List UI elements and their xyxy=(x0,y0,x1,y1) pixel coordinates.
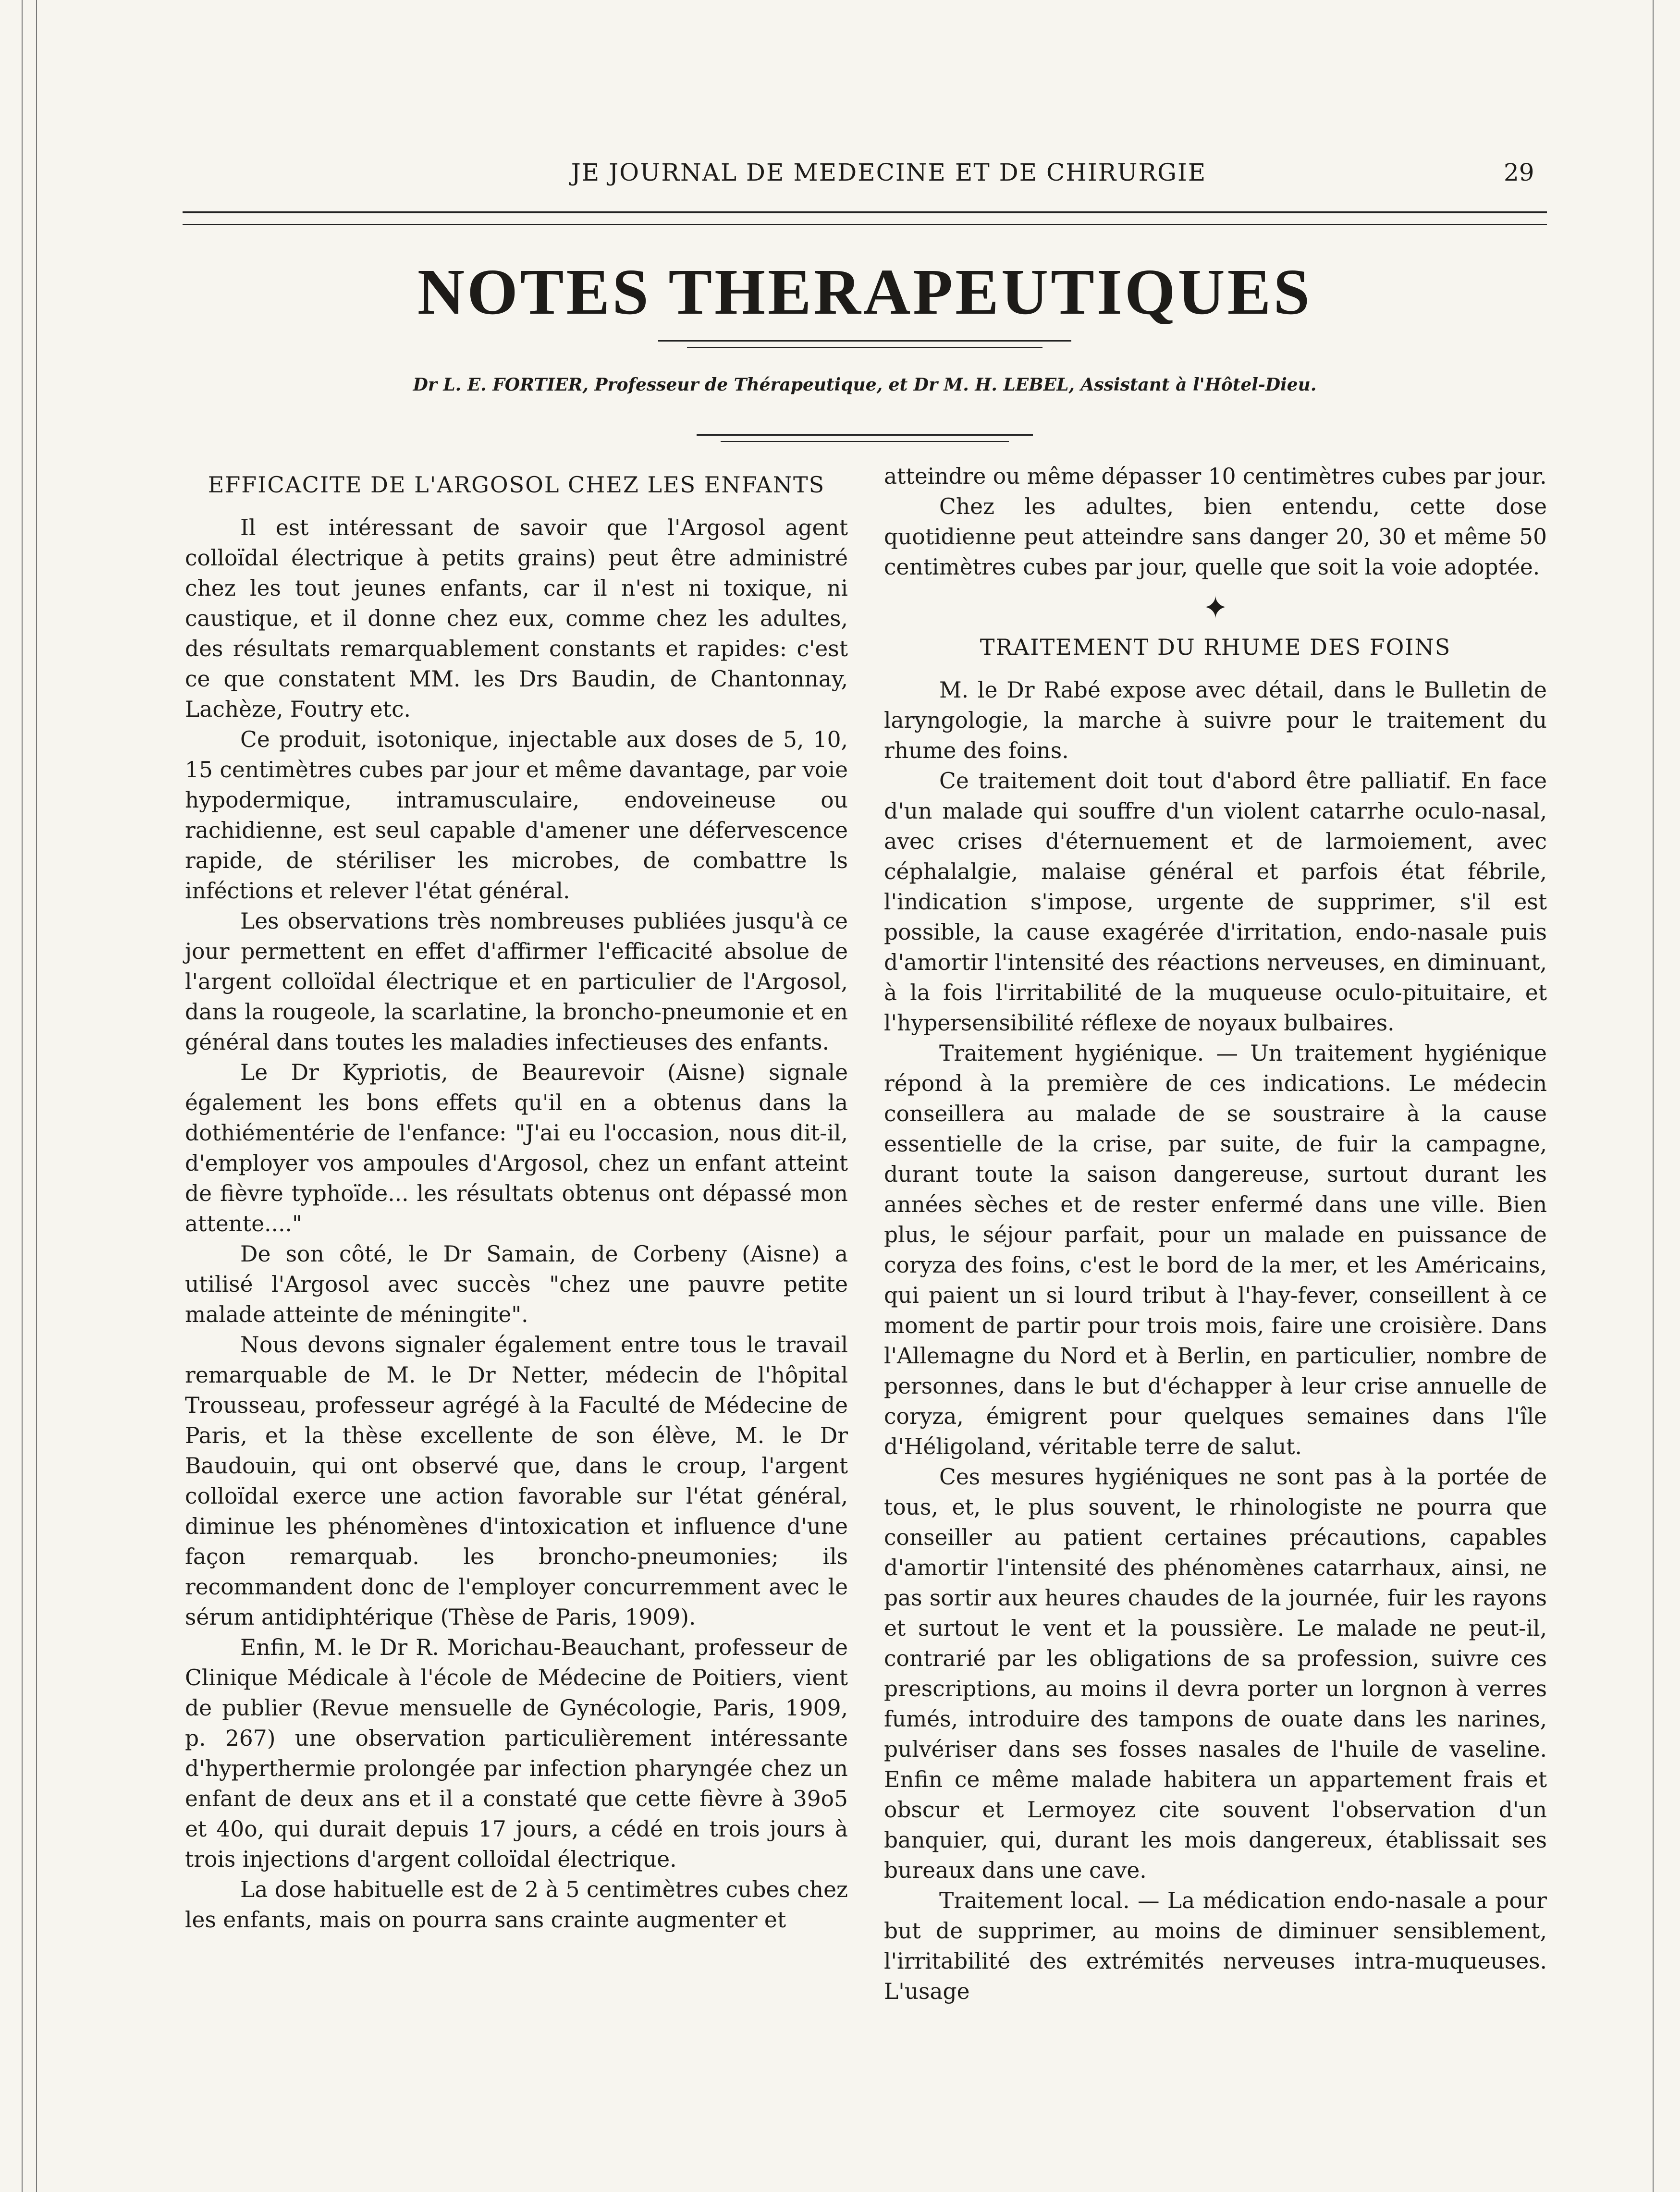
scan-edge-line xyxy=(1653,0,1654,2192)
paragraph: Ces mesures hygiéniques ne sont pas à la portée de tous, et, le plus souvent, le rhinologiste ne pourra que conseiller au patient certaines précautions, capables d'amortir l'intensité des phénomènes catarrhaux, ainsi, ne pas sortir aux heures chaudes de la journée, fuir les rayons et surtout le vent et la poussière. Le malade ne peut-il, contrarié par les obligations de sa profession, suivre ces prescriptions, au moins il devra porter un lorgnon à verres fumés, introduire des tampons de ouate dans les narines, pulvériser dans ses fosses nasales de l'huile de vaseline. Enfin ce même malade habitera un appartement frais et obscur et Lermoyez cite souvent l'observation d'un banquier, qui, durant les mois dangereux, établissait ses bureaux dans une cave. xyxy=(884,1464,1547,1883)
paragraph: Traitement local. — La médication endo-nasale a pour but de supprimer, au moins de diminuer sensiblement, l'irritabilité des extrémités nerveuses intra-muqueuses. L'usage xyxy=(884,1888,1547,2004)
paragraph: La dose habituelle est de 2 à 5 centimètres cubes chez les enfants, mais on pourra sans crainte augmenter et xyxy=(185,1877,848,1933)
section-heading: EFFICACITE DE L'ARGOSOL CHEZ LES ENFANTS xyxy=(208,472,825,498)
byline-rule xyxy=(697,434,1033,436)
header-rule xyxy=(183,211,1547,213)
paragraph: Il est intéressant de savoir que l'Argosol agent colloïdal électrique à petits grains) peut être administré chez les tout jeunes enfants, car il n'est ni toxique, ni caustique, et il donne chez eux, comme chez les adultes, des résultats remarquablement constants et rapides: c'est ce que constatent MM. les Drs Baudin, de Chantonnay, Lachèze, Foutry etc. xyxy=(185,515,848,722)
paragraph: Le Dr Kypriotis, de Beaurevoir (Aisne) signale également les bons effets qu'il en a obtenus dans la dothiémentérie de l'enfance: "J'ai eu l'occasion, nous dit-il, d'employer vos ampoules d'Argosol, chez un enfant atteint de fièvre typhoïde... les résultats obtenus ont dépassé mon attente...." xyxy=(185,1060,848,1237)
paragraph: Les observations très nombreuses publiées jusqu'à ce jour permettent en effet d'affirmer l'efficacité absolue de l'argent colloïdal électrique et en particulier de l'Argosol, dans la rougeole, la scarlatine, la broncho-pneumonie et en général dans toutes les maladies infectieuses des enfants. xyxy=(185,908,848,1055)
paragraph: M. le Dr Rabé expose avec détail, dans le Bulletin de laryngologie, la marche à suivre pour le traitement du rhume des foins. xyxy=(884,677,1547,763)
title-rule xyxy=(687,347,1042,348)
separator-star-icon: ✦ xyxy=(1202,590,1228,626)
left-column xyxy=(185,461,848,1935)
article-byline: Dr L. E. FORTIER, Professeur de Thérapeutique, et Dr M. H. LEBEL, Assistant à l'Hôtel-Dieu. xyxy=(413,375,1317,395)
scan-edge-line xyxy=(36,0,37,2192)
paragraph: Traitement hygiénique. — Un traitement hygiénique répond à la première de ces indications. Le médecin conseillera au malade de se soustraire à la cause essentielle de la crise, par suite, de fuir la campagne, durant toute la saison dangereuse, surtout durant les années sèches et de rester enfermé dans une ville. Bien plus, le séjour parfait, pour un malade en puissance de coryza des foins, c'est le bord de la mer, et les Américains, qui paient un si lourd tribut à l'hay-fever, conseillent à ce moment de partir pour trois mois, faire une croisière. Dans l'Allemagne du Nord et à Berlin, en particulier, nombre de personnes, dans le but d'échapper à leur crise annuelle de coryza, émigrent pour quelques semaines dans l'île d'Héligoland, véritable terre de salut. xyxy=(884,1041,1547,1459)
paragraph: Ce traitement doit tout d'abord être palliatif. En face d'un malade qui souffre d'un violent catarrhe oculo-nasal, avec crises d'éternuement et de larmoiement, avec céphalalgie, malaise général et parfois état fébrile, l'indication s'impose, urgente de supprimer, s'il est possible, la cause exagérée d'irritation, endo-nasale puis d'amortir l'intensité des réactions nerveuses, en diminuant, à la fois l'irritabilité de la muqueuse oculo-pituitaire, et l'hypersensibilité réflexe de noyaux bulbaires. xyxy=(884,768,1547,1036)
title-rule xyxy=(658,340,1071,342)
section-heading: TRAITEMENT DU RHUME DES FOINS xyxy=(980,634,1451,660)
running-header: JE JOURNAL DE MEDECINE ET DE CHIRURGIE xyxy=(571,159,1207,186)
header-rule xyxy=(183,224,1547,225)
right-column xyxy=(884,461,1547,2007)
page-number: 29 xyxy=(1504,159,1534,186)
paragraph: Nous devons signaler également entre tous le travail remarquable de M. le Dr Netter, médecin de l'hôpital Trousseau, professeur agrégé à la Faculté de Médecine de Paris, et la thèse excellente de son élève, M. le Dr Baudouin, qui ont observé que, dans le croup, l'argent colloïdal exerce une action favorable sur l'état général, diminue les phénomènes d'intoxication et influence d'une façon remarquab. les broncho-pneumonies; ils recommandent donc de l'employer concurremment avec le sérum antidiphtérique (Thèse de Paris, 1909). xyxy=(185,1332,848,1630)
paragraph: Enfin, M. le Dr R. Morichau-Beauchant, professeur de Clinique Médicale à l'école de Médecine de Poitiers, vient de publier (Revue mensuelle de Gynécologie, Paris, 1909, p. 267) une observation particulièrement intéressante d'hyperthermie prolongée par infection pharyngée chez un enfant de deux ans et il a constaté que cette fièvre à 39o5 et 40o, qui durait depuis 17 jours, a cédé en trois jours à trois injections d'argent colloïdal électrique. xyxy=(185,1635,848,1872)
scan-edge-line xyxy=(22,0,23,2192)
paragraph: De son côté, le Dr Samain, de Corbeny (Aisne) a utilisé l'Argosol avec succès "chez une pauvre petite malade atteinte de méningite". xyxy=(185,1241,848,1327)
byline-rule xyxy=(721,441,1009,442)
paragraph: Chez les adultes, bien entendu, cette dose quotidienne peut atteindre sans danger 20, 30 et même 50 centimètres cubes par jour, quelle que soit la voie adoptée. xyxy=(884,494,1547,580)
paragraph: Ce produit, isotonique, injectable aux doses de 5, 10, 15 centimètres cubes par jour et même davantage, par voie hypodermique, intramusculaire, endoveineuse ou rachidienne, est seul capable d'amener une défervescence rapide, de stériliser les microbes, de combattre ls inféctions et relever l'état général. xyxy=(185,727,848,904)
article-title: NOTES THERAPEUTIQUES xyxy=(417,256,1312,328)
paragraph-continuation: atteindre ou même dépasser 10 centimètres cubes par jour. xyxy=(884,464,1547,489)
